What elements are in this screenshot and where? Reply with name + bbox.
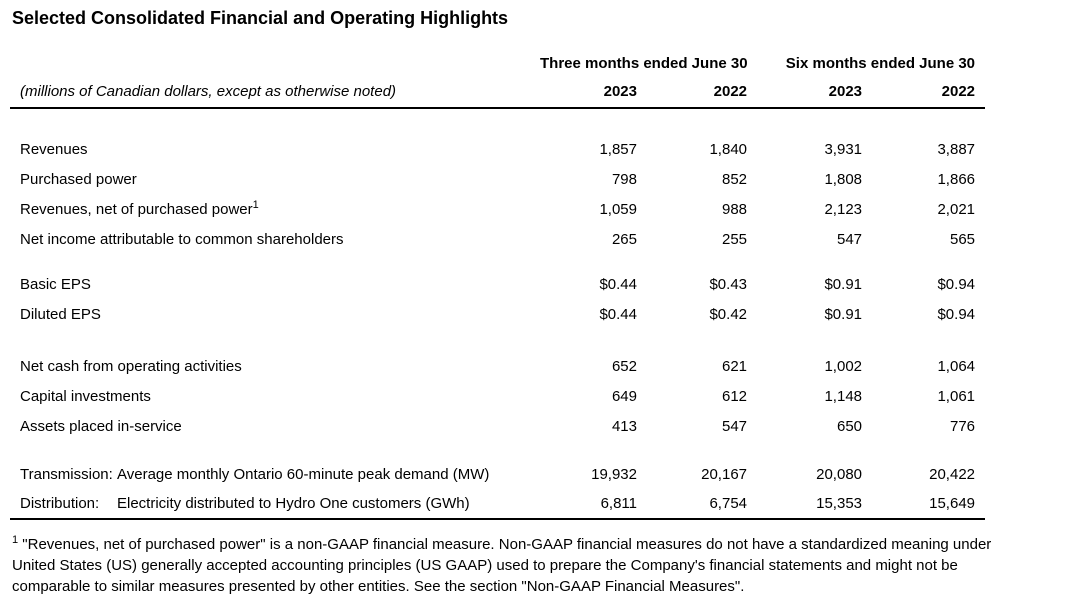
section-spacer bbox=[10, 108, 985, 134]
footnote-line bbox=[12, 534, 1076, 555]
cell-value: 547 bbox=[836, 230, 863, 248]
cell-value: 988 bbox=[721, 200, 748, 218]
cell-value: 20,167 bbox=[701, 465, 748, 483]
footnote-line: comparable to similar measures presented by other entities. See the section "Non-GAAP Financial Measures". bbox=[12, 578, 745, 595]
row-label bbox=[10, 164, 540, 194]
footnote bbox=[12, 534, 1076, 597]
cell-value: 1,840 bbox=[709, 140, 748, 158]
row-label-text: Electricity distributed to Hydro One customers (GWh) bbox=[117, 495, 470, 512]
column-group-spacer bbox=[10, 54, 540, 80]
cell-value: 650 bbox=[836, 417, 863, 435]
cell-value: $0.94 bbox=[937, 275, 976, 293]
table-row bbox=[10, 194, 985, 224]
cell-value: 255 bbox=[721, 230, 748, 248]
footnote-line: United States (US) generally accepted accounting principles (US GAAP) used to prepare the Company's financial statements and might not be bbox=[12, 557, 958, 574]
cell-value: 1,148 bbox=[824, 387, 863, 405]
cell-value: 20,080 bbox=[816, 465, 863, 483]
cell-value: $0.43 bbox=[709, 275, 748, 293]
financial-highlights-table bbox=[10, 54, 985, 520]
cell-value: 1,808 bbox=[824, 170, 863, 188]
page-title: Selected Consolidated Financial and Operating Highlights bbox=[12, 8, 509, 28]
row-label-text: Revenues bbox=[20, 140, 88, 158]
cell-value: 20,422 bbox=[929, 465, 976, 483]
year-header-6m-2023: 2023 bbox=[757, 80, 872, 108]
cell-value: 2,021 bbox=[937, 200, 976, 218]
footnote-text: "Revenues, net of purchased power" is a non-GAAP financial measure. Non-GAAP financial measures do not have a standardized meaning under bbox=[22, 536, 992, 553]
column-group-header-row bbox=[10, 54, 985, 80]
cell-value: 547 bbox=[721, 417, 748, 435]
cell-value: 2,123 bbox=[824, 200, 863, 218]
year-header-3m-2022: 2022 bbox=[647, 80, 757, 108]
table-row bbox=[10, 164, 985, 194]
cell-value: 621 bbox=[721, 357, 748, 375]
cell-value: 565 bbox=[949, 230, 976, 248]
cell-value: 3,887 bbox=[937, 140, 976, 158]
year-header-row bbox=[10, 80, 985, 108]
row-label-prefix: Distribution: bbox=[20, 495, 100, 512]
cell-value: 652 bbox=[611, 357, 637, 375]
cell-value: 6,754 bbox=[709, 495, 748, 512]
column-group-six-months: Six months ended June 30 bbox=[785, 55, 976, 72]
cell-value: 852 bbox=[721, 170, 748, 188]
cell-value: 1,064 bbox=[937, 357, 976, 375]
row-label-text: Net cash from operating activities bbox=[20, 357, 242, 375]
cell-value: 3,931 bbox=[824, 140, 863, 158]
row-label-text: Assets placed in-service bbox=[20, 417, 182, 435]
row-label bbox=[10, 351, 540, 381]
row-label bbox=[10, 194, 540, 224]
cell-value: 1,866 bbox=[937, 170, 976, 188]
row-label-text: Purchased power bbox=[20, 170, 137, 188]
cell-value: 15,649 bbox=[929, 495, 976, 512]
table-row bbox=[10, 411, 985, 441]
section-spacer bbox=[10, 329, 985, 351]
cell-value: 1,061 bbox=[937, 387, 976, 405]
year-header-3m-2023: 2023 bbox=[540, 80, 647, 108]
cell-value: $0.91 bbox=[824, 275, 863, 293]
row-label bbox=[10, 134, 540, 164]
row-label-text: Diluted EPS bbox=[20, 305, 101, 323]
column-group-three-months: Three months ended June 30 bbox=[540, 55, 748, 72]
table-row bbox=[10, 381, 985, 411]
units-note: (millions of Canadian dollars, except as otherwise noted) bbox=[10, 80, 540, 108]
cell-value: $0.42 bbox=[709, 305, 748, 323]
cell-value: 413 bbox=[611, 417, 637, 435]
table-row bbox=[10, 299, 985, 329]
row-label bbox=[10, 459, 540, 489]
cell-value: 15,353 bbox=[816, 495, 863, 512]
cell-value: 776 bbox=[949, 417, 976, 435]
row-label bbox=[10, 299, 540, 329]
table-row bbox=[10, 269, 985, 299]
cell-value: 19,932 bbox=[591, 465, 637, 483]
row-label bbox=[10, 489, 540, 519]
row-label-text: Average monthly Ontario 60-minute peak demand (MW) bbox=[117, 465, 490, 483]
row-label-text: Revenues, net of purchased power bbox=[20, 200, 253, 218]
cell-value: 798 bbox=[611, 170, 637, 188]
row-label-prefix: Transmission: bbox=[20, 465, 113, 483]
cell-value: $0.91 bbox=[824, 305, 863, 323]
cell-value: $0.44 bbox=[599, 305, 637, 323]
row-label-text: Basic EPS bbox=[20, 275, 91, 293]
row-label bbox=[10, 411, 540, 441]
row-label bbox=[10, 269, 540, 299]
footnote-marker: 1 bbox=[12, 534, 19, 546]
row-label-text: Capital investments bbox=[20, 387, 151, 405]
cell-value: $0.94 bbox=[937, 305, 976, 323]
footnote-ref: 1 bbox=[252, 198, 259, 211]
row-label bbox=[10, 381, 540, 411]
cell-value: 1,002 bbox=[824, 357, 863, 375]
table-row bbox=[10, 489, 985, 519]
row-label-text: Net income attributable to common shareholders bbox=[20, 230, 344, 248]
row-label bbox=[10, 224, 540, 254]
table-row bbox=[10, 134, 985, 164]
table-row bbox=[10, 351, 985, 381]
cell-value: 612 bbox=[721, 387, 748, 405]
cell-value: 1,857 bbox=[599, 140, 637, 158]
cell-value: 1,059 bbox=[599, 200, 637, 218]
table-body bbox=[10, 108, 985, 519]
table-row bbox=[10, 224, 985, 254]
cell-value: $0.44 bbox=[599, 275, 637, 293]
cell-value: 649 bbox=[611, 387, 637, 405]
table-row bbox=[10, 459, 985, 489]
year-header-6m-2022: 2022 bbox=[872, 80, 985, 108]
section-spacer bbox=[10, 441, 985, 459]
section-spacer bbox=[10, 254, 985, 269]
cell-value: 6,811 bbox=[600, 495, 637, 512]
cell-value: 265 bbox=[611, 230, 637, 248]
